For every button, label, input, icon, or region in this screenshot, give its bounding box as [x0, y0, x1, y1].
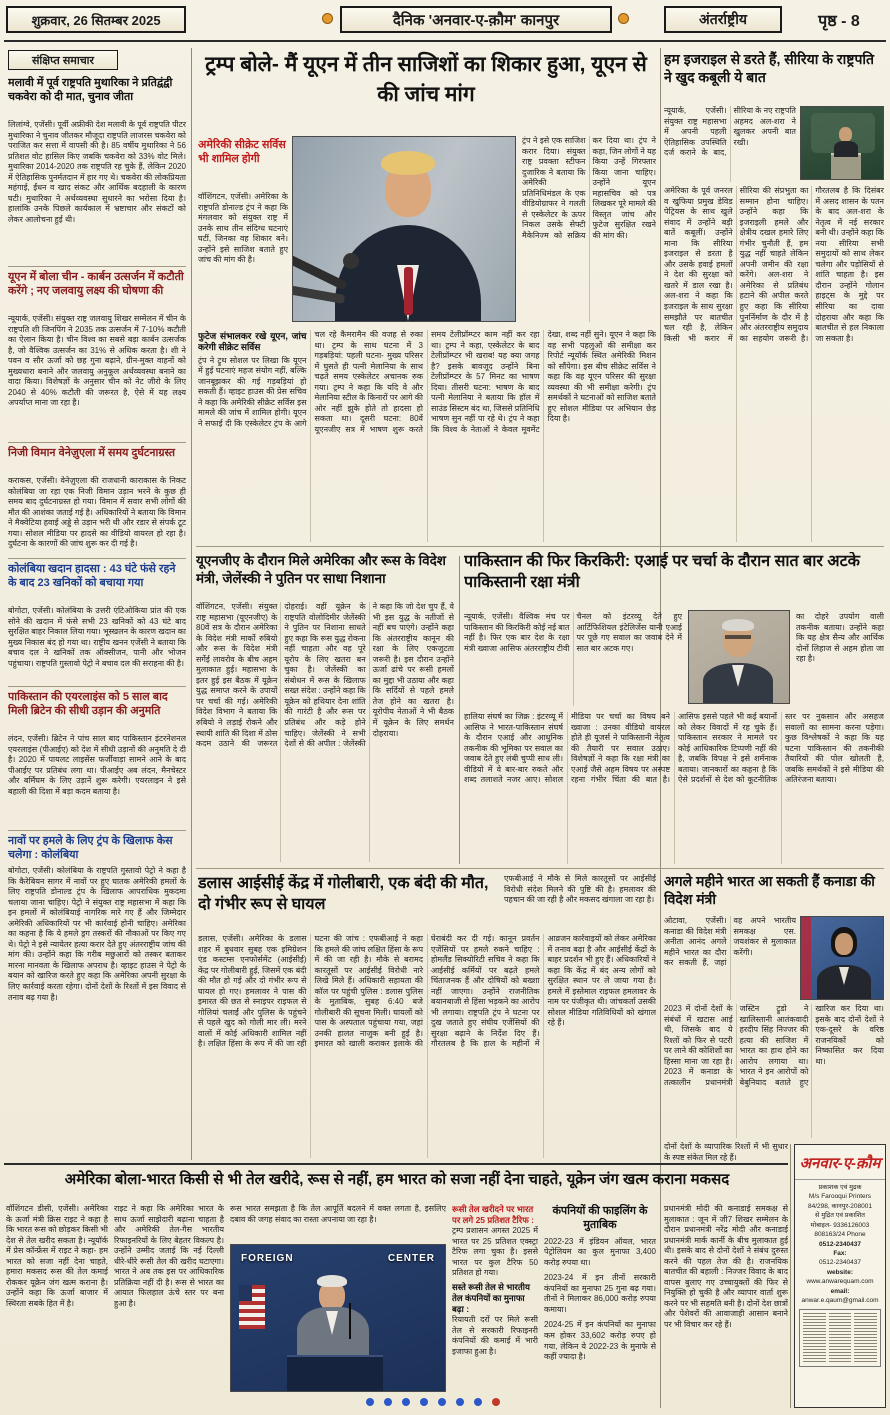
- oil-body-strip: रूस भारत समझता है कि तेल आपूर्ति बदलने में वक्त लगता है, इसलिए दबाव की जगह संवाद का रास्ता अपनाया जा रहा है।: [230, 1204, 446, 1224]
- brief-separator: [8, 266, 186, 267]
- column-rule-imprint: [790, 1144, 791, 1408]
- syria-body: अमेरिका के पूर्व जनरल व खुफिया प्रमुख डेविड पेट्रियस के साथ खुले संवाद में उन्होंने बड़ी बातें कबूलीं। उन्होंने माना कि सीरिया इजराइल से डरता है और उसके हवाई हमलों ने देश की सुरक्षा को खतरे में डाल रखा है। अल-शरा ने कहा कि इजराइल के साथ सुरक्षा समझौते पर बातचीत चल रही है, लेकिन किसी भी करार में सीरिया की संप्रभुता का सम्मान होना चाहिए। उन्होंने कहा कि इजराइली हमले और क्षेत्रीय दखल हमारे लिए गंभीर चुनौती हैं, हम युद्ध नहीं चाहते लेकिन अपनी जमीन की रक्षा करेंगे। अल-शरा ने अमेरिका से प्रतिबंध हटाने की अपील करते हुए कहा कि सीरिया पुनर्निर्माण के दौर में है और अंतरराष्ट्रीय समुदाय का सहयोग जरूरी है। गौरतलब है कि दिसंबर में असद शासन के पतन के बाद अल-शरा के नेतृत्व में नई सरकार बनी थी। उन्होंने कहा कि नया सीरिया सभी समुदायों को साथ लेकर चलेगा और पड़ोसियों से शांति चाहता है। इस दौरान उन्होंने गोलान हाइट्स के मुद्दे पर सीरिया का दावा दोहराया और कहा कि बातचीत से हल निकाला जा सकता है।: [664, 186, 884, 343]
- unga-headline: यूएनजीए के दौरान मिले अमेरिका और रूस के विदेश मंत्री, जेलेंस्की ने पुतिन पर साधा निशाना: [196, 553, 446, 586]
- podium-shape: [287, 1355, 383, 1391]
- pakistan-body-left: न्यूयार्क, एजेंसी। वैश्विक मंच पर पाकिस्तान की किरकिरी कोई नई बात नहीं है। फिर एक बार देश के रक्षा मंत्री ख्वाजा आसिफ अंतरराष्ट्रीय टीवी चैनल को इंटरव्यू देते हुए आर्टिफिशियल इंटेलिजेंस यानी एआई पर पूछे गए सवाल का जवाब देने में सात बार अटक गए।: [464, 612, 682, 653]
- imprint-box: [794, 1144, 886, 1408]
- brief-separator: [8, 442, 186, 443]
- pakistan-minister-photo: [688, 610, 790, 704]
- dallas-headline: डलास आईसीई केंद्र में गोलीबारी, एक बंदी की मौत, दो गंभीर रूप से घायल: [198, 875, 489, 913]
- brief-6-headline: नावों पर हमले के लिए ट्रंप के खिलाफ केस चलेगा : कोलंबिया: [8, 835, 173, 862]
- brief-separator: [8, 830, 186, 831]
- section-rule: [196, 546, 884, 547]
- section-rule: [4, 1163, 788, 1165]
- companies-item: 2024-25 में इन कंपनियों का मुनाफा कम होकर 33,602 करोड़ रुपए हो गया, लेकिन ये 2022-23 के मुनाफे से कहीं ज्यादा है।: [544, 1320, 656, 1362]
- lead-body-right: ट्रंप ने इसे एक साजिश करार दिया। संयुक्त राष्ट्र प्रवक्ता स्टीफन दुजारिक ने बताया कि अमेरिकी प्रतिनिधिमंडल के एक वीडियोग्राफर ने गलती से एस्केलेटर के ऊपर निकल उसके सेफ्टी मैकेनिज्म को सक्रिय कर दिया था। ट्रंप ने कहा, जिन लोगों ने यह किया उन्हें गिरफ्तार किया जाना चाहिए। उन्होंने यूएन महासचिव को पत्र लिखकर पूरे मामले की विस्तृत जांच और फुटेज सुरक्षित रखने की मांग की।: [522, 136, 656, 240]
- oil-body-col2: राइट ने कहा कि अमेरिका भारत के साथ ऊर्जा साझेदारी बढ़ाना चाहता है और अमेरिकी तेल-गैस भारतीय रिफाइनरियों के लिए बेहतर विकल्प है। उन्होंने उम्मीद जताई कि नई दिल्ली धीरे-धीरे रूसी तेल की खरीद घटाएगा। भारत ने अब तक इस पर आधिकारिक प्रतिक्रिया नहीं दी है। रूस से भारत का आयात फिलहाल ऊंचे स्तर पर बना हुआ है।: [114, 1204, 224, 1308]
- lead-kicker: अमेरिकी सीक्रेट सर्विस भी शामिल होगी: [198, 139, 286, 166]
- imprint-website: www.anwarequam.com: [806, 1278, 874, 1286]
- date-text: शुक्रवार, 26 सितम्बर 2025: [31, 12, 161, 28]
- section-text: अंतर्राष्ट्रीय: [699, 11, 747, 27]
- brief-3-body: कराकस, एजेंसी। वेनेज़ुएला की राजधानी काराकास के निकट कोलंबिया जा रहा एक निजी विमान उड़ान भरने के कुछ ही समय बाद दुर्घटनाग्रस्त हो गया। विमान में सवार सभी लोगों की मौत की आशंका जताई गई है। अधिकारियों ने बताया कि विमान ने मैक्वेटिया हवाई अड्डे से उड़ान भरी थी और रडार से संपर्क टूट गया। सोशल मीडिया पर हादसे का वीडियो वायरल हो रहा है। दुर्घटना के कारणों की जांच शुरू कर दी गई है।: [8, 476, 186, 549]
- imprint-line: प्रकाशक एवं मुद्रक: [818, 1184, 862, 1191]
- footer-dot-icon: [456, 1398, 464, 1406]
- backdrop-text-right: CENTER: [387, 1253, 435, 1264]
- footer-dot-icon: [366, 1398, 374, 1406]
- canada-body-strip: दोनों देशों के व्यापारिक रिश्तों में भी सुधार के स्पष्ट संकेत मिल रहे हैं।: [664, 1142, 788, 1162]
- brief-5-body: लंदन, एजेंसी। ब्रिटेन ने पांच साल बाद पाकिस्तान इंटरनेशनल एयरलाइंस (पीआईए) को देश में सीधी उड़ानों की अनुमति दे दी है। 2020 में पायलट लाइसेंस फर्जीवाड़ा सामने आने के बाद पीआईए पर प्रतिबंध लगा था। पीआईए अब लंदन, मैनचेस्टर और बर्मिंघम के लिए उड़ानें शुरू करेगी। एयरलाइन ने इसे बहाली की दिशा में बड़ा कदम बताया है।: [8, 734, 186, 796]
- imprint-website-label: website:: [826, 1268, 853, 1276]
- imprint-fax: 0512-2340437: [819, 1259, 861, 1267]
- microphone-icon: [292, 254, 348, 290]
- date-box: [6, 6, 186, 33]
- imprint-line: मोबाइल- 9336126003: [810, 1221, 870, 1229]
- masthead-bullet-right-icon: [618, 13, 629, 24]
- brief-separator: [8, 558, 186, 559]
- imprint-email-label: email:: [830, 1287, 850, 1295]
- section-box: [664, 6, 782, 33]
- briefs-label: संक्षिप्त समाचार: [8, 50, 118, 70]
- brief-1-headline: मलावी में पूर्व राष्ट्रपति मुथारिका ने प्रतिद्वंद्वी चकवेरा को दी मात, चुनाव जीता: [8, 77, 173, 104]
- imprint-line: से मुद्रित एवं प्रकाशित: [815, 1212, 865, 1220]
- photo-shape: [381, 151, 435, 175]
- masthead-bullet-left-icon: [322, 13, 333, 24]
- brief-3-headline: निजी विमान वेनेज़ुएला में समय दुर्घटनाग्रस्त: [8, 447, 176, 459]
- imprint-email: anwar.e.qaum@gmail.com: [801, 1297, 879, 1305]
- oil-sub1-body: ट्रम्प प्रशासन अगस्त 2025 में भारत पर 25 प्रतिशत एक्स्ट्रा टैरिफ लगा चुका है। इससे भारत पर कुल टैरिफ 50 प्रतिशत हो गया।: [452, 1226, 538, 1278]
- oil-body-col1: वॉशिंगटन डीसी, एजेंसी। अमेरिका के ऊर्जा मंत्री क्रिस राइट ने कहा है कि भारत रूस को छोड़कर किसी भी देश से तेल खरीद सकता है। न्यूयॉर्क में प्रेस कॉन्फ्रेंस में राइट ने कहा- हम भारत को सजा नहीं देना चाहते, हमारा मकसद रूस की तेल कमाई रोककर यूक्रेन जंग खत्म कराना है। उन्होंने कहा कि ऊर्जा बाजार में स्थिरता सबके हित में है।: [6, 1204, 108, 1308]
- photo-shape: [317, 1275, 347, 1287]
- canada-body-intro: ओटावा, एजेंसी। कनाडा की विदेश मंत्री अनीता आनंद अगले महीने भारत का दौरा कर सकती हैं, जहां वह अपने भारतीय समकक्ष एस. जयशंकर से मुलाकात करेंगी।: [664, 916, 796, 968]
- oil-tariff-column: [452, 1204, 538, 1408]
- canada-minister-photo: [800, 916, 884, 1000]
- section-rule: [196, 868, 884, 869]
- imprint-phone: 0512-2340437: [819, 1240, 861, 1248]
- microphone-icon: [349, 1303, 351, 1339]
- imprint-line: M/s Farooqui Printers: [808, 1193, 872, 1201]
- companies-item: 2022-23 में इंडियन ऑयल, भारत पेट्रोलियम का कुल मुनाफा 3,400 करोड़ रुपया था।: [544, 1236, 656, 1267]
- brief-5-headline: पाकिस्तान की एयरलाइंस को 5 साल बाद मिली ब्रिटेन की सीधी उड़ान की अनुमति: [8, 691, 168, 718]
- unga-body: वॉशिंगटन, एजेंसी। संयुक्त राष्ट्र महासभा (यूएनजीए) के 80वें सत्र के दौरान अमेरिका के विदेश मंत्री मार्को रुबियो और रूस के विदेश मंत्री सर्गेई लावरोव के बीच अहम मुलाकात हुई। महासभा के इतर हुई इस बैठक में यूक्रेन युद्ध समाप्त करने के उपायों पर चर्चा की गई। अमेरिकी विदेश विभाग ने बताया कि रुबियो ने लड़ाई रोकने और स्थायी शांति की दिशा में ठोस कदम उठाने की जरूरत दोहराई। वहीं यूक्रेन के राष्ट्रपति वोलोदिमीर जेलेंस्की ने पुतिन पर निशाना साधते हुए कहा कि रूस युद्ध रोकना नहीं चाहता और वह पूरे यूरोप के लिए खतरा बन चुका है। जेलेंस्की का संबोधन में रूस के खिलाफ सख्त संदेश : उन्होंने कहा कि यूक्रेन को हथियार देना शांति की गारंटी है और रूस पर प्रतिबंध और कड़े होने चाहिए। जेलेंस्की ने सभी देशों से की अपील : जेलेंस्की ने कहा कि जो देश चुप हैं, वे भी इस युद्ध के नतीजों से नहीं बच पाएंगे। उन्होंने कहा कि अंतरराष्ट्रीय कानून की रक्षा के लिए एकजुटता जरूरी है। इस दौरान उन्होंने ऊर्जा ढांचे पर रूसी हमलों का मुद्दा भी उठाया और कहा कि सर्दियों से पहले हमले तेज होने का खतरा है। यूरोपीय नेताओं ने भी बैठक में यूक्रेन के लिए समर्थन दोहराया।: [196, 602, 454, 749]
- canada-body-mid: 2023 में दोनों देशों के संबंधों में खटास आई थी, जिसके बाद ये रिश्तों को फिर से पटरी पर लाने की कोशिशों का हिस्सा माना जा रहा है। 2023 में कनाडा के तत्कालीन प्रधानमंत्री जस्टिन ट्रूडो ने खालिस्तानी आतंकवादी हरदीप सिंह निज्जर की हत्या की साजिश में भारत का हाथ होने का आरोप लगाया था। भारत ने इन आरोपों को बेबुनियाद बताते हुए खारिज कर दिया था। इसके बाद दोनों देशों ने एक-दूसरे के वरिष्ठ राजनयिकों को निष्कासित कर दिया था।: [664, 1004, 884, 1087]
- masthead-box: [340, 6, 612, 33]
- press-conference-photo: [230, 1244, 446, 1392]
- imprint-line: 84/298, कानपुर-208001: [808, 1202, 872, 1210]
- dallas-body: डलास, एजेंसी। अमेरिका के डलास शहर में बुधवार सुबह एक इमिग्रेशन एंड कस्टम्स एनफोर्समेंट (आईसीई) केंद्र पर गोलीबारी हुई, जिसमें एक बंदी की मौत हो गई और दो गंभीर रूप से घायल हो गए। हमलावर ने पास की इमारत की छत से स्नाइपर राइफल से गोलियां चलाईं और पुलिस के पहुंचने से पहले खुद को गोली मार ली। मरने वालों में कोई अधिकारी शामिल नहीं है। लक्षित हिंसा के रूप में की जा रही घटना की जांच : एफबीआई ने कहा कि हमले की जांच लक्षित हिंसा के रूप में की जा रही है। मौके से बरामद कारतूसों पर आईसीई विरोधी नारे लिखे मिले हैं। अधिकारी सहायता की कॉल पर पहुंची पुलिस : डलास पुलिस के मुताबिक, सुबह 6:40 बजे गोलीबारी की सूचना मिली। घायलों को पास के अस्पताल पहुंचाया गया, जहां उनकी हालत नाजुक बनी हुई है। इमारत को खाली कराकर इलाके की घेराबंदी कर दी गई। कानून प्रवर्तन एजेंसियों पर हमले रुकने चाहिए : होमलैंड सिक्योरिटी सचिव ने कहा कि आईसीई कर्मियों पर बढ़ते हमले चिंताजनक हैं और दोषियों को बख्शा नहीं जाएगा। उन्होंने राजनीतिक बयानबाजी से हिंसा भड़कने का आरोप भी लगाया। राष्ट्रपति ट्रंप ने घटना पर दुख जताते हुए संघीय एजेंसियों की सुरक्षा बढ़ाने के निर्देश दिए हैं। गौरतलब है कि हाल के महीनों में आव्रजन कार्रवाइयों को लेकर अमेरिका में तनाव बढ़ा है और आईसीई केंद्रों के बाहर प्रदर्शन भी हुए हैं। अधिकारियों ने कहा कि केंद्र में बंद अन्य लोगों को सुरक्षित स्थान पर ले जाया गया है। हमले में इस्तेमाल राइफल हमलावर के नाम पर पंजीकृत थी। जांचकर्ता उसकी सोशल मीडिया गतिविधियों को खंगाल रहे हैं।: [198, 934, 656, 1049]
- trump-photo: [292, 136, 516, 322]
- lead-bottom-text: ट्रंप ने ट्रुथ सोशल पर लिखा कि यूएन में हुई घटनाएं महज संयोग नहीं, बल्कि जानबूझकर की गई गड़बड़ियां हो सकती हैं। व्हाइट हाउस की प्रेस सचिव ने कहा कि अमेरिकी सीक्रेट सर्विस इस मामले की जांच में शामिल होगी। यूएन ने सफाई दी कि एस्केलेटर ट्रंप के आगे चल रहे कैमरामैन की वजह से रुका था। ट्रम्प के साथ घटना में 3 गड़बड़ियां: पहली घटना- मुख्य परिसर में घुसते ही पत्नी मेलानिया के साथ चढ़ते समय एस्केलेटर अचानक रुक गया। ट्रम्प ने कहा कि यदि वे और मेलानिया स्टील के किनारों पर आगे की ओर नहीं झुके होते तो हादसा हो सकता था। दूसरी घटना: 80वें यूएनजीए सत्र में भाषण शुरू करते समय टेलीप्रॉम्प्टर काम नहीं कर रहा था। ट्रम्प ने कहा, एस्केलेटर के बाद टेलीप्रॉम्प्टर भी खराब! यह क्या जगह है? इसके बावजूद उन्होंने बिना टेलीप्रॉम्प्टर के 57 मिनट का भाषण दिया। तीसरी घटना: भाषण के बाद पत्नी मेलानिया ने बताया कि हॉल में साउंड सिस्टम बंद था, जिससे प्रतिनिधि भाषण सुन नहीं पा रहे थे। ट्रंप ने कहा कि विश्व के नेताओं ने केवल मूवमेंट देखा, शब्द नहीं सुने। यूएन ने कहा कि वह सभी पहलुओं की समीक्षा कर रिपोर्ट न्यूयॉर्क स्थित अमेरिकी मिशन को सौंपेगा। इस बीच सीक्रेट सर्विस ने कहा कि वह यूएन परिसर की सुरक्षा व्यवस्था की भी समीक्षा करेगी। ट्रंप समर्थकों ने घटनाओं को साजिश बताते हुए सोशल मीडिया पर अभियान छेड़ दिया है।: [198, 330, 656, 434]
- page-number: पृष्ठ - 8: [818, 13, 860, 30]
- canada-headline: अगले महीने भारत आ सकती हैं कनाडा की विदेश मंत्री: [664, 873, 875, 908]
- lead-body-bottom: [198, 330, 656, 542]
- canada-body-continued: प्रधानमंत्री मोदी की कनाडाई समकक्ष से मुलाकात : जून में जी7 शिखर सम्मेलन के दौरान प्रधानमंत्री नरेंद्र मोदी और कनाडाई प्रधानमंत्री मार्क कार्नी के बीच मुलाकात हुई थी। इसके बाद से दोनों देशों ने संबंध दुरुस्त करने की पहल तेज की है। राजनयिक बातचीत की बहाली : निज्जर विवाद के बाद वापस बुलाए गए उच्चायुक्तों की फिर से नियुक्ति हो चुकी है और व्यापार वार्ता शुरू करने पर भी सहमति बनी है। दोनों देश छात्रों और पेशेवरों की आवाजाही आसान बनाने पर भी विचार कर रहे हैं।: [664, 1204, 788, 1330]
- pakistan-body-bottom: हालिया संघर्ष का जिक्र : इंटरव्यू में आसिफ ने भारत-पाकिस्तान संघर्ष के दौरान एआई और आधुनिक तकनीक की भूमिका पर सवाल का जवाब देते हुए लंबी चुप्पी साध ली। वीडियो में वे बार-बार रुकते और शब्द तलाशते नजर आए। सोशल मीडिया पर चर्चा का विषय बने ख्वाजा : उनका वीडियो वायरल होते ही यूजर्स ने पाकिस्तानी नेतृत्व की तैयारी पर सवाल उठाए। विशेषज्ञों ने कहा कि रक्षा मंत्री का एआई जैसे अहम विषय पर अस्पष्ट रहना गंभीर चिंता की बात है। आसिफ इससे पहले भी कई बयानों को लेकर विवादों में रह चुके हैं। पाकिस्तान सरकार ने मामले पर कोई आधिकारिक टिप्पणी नहीं की है, जबकि विपक्ष ने इसे शर्मनाक बताया। जानकारों का कहना है कि ऐसे प्रदर्शनों से देश को कूटनीतिक स्तर पर नुकसान और असहज सवालों का सामना करना पड़ेगा। कुछ विश्लेषकों ने कहा कि यह घटना पाकिस्तान की तकनीकी तैयारियों की पोल खोलती है, जबकि समर्थकों ने इसे मीडिया की अतिरंजना बताया।: [464, 712, 884, 785]
- photo-shape: [835, 933, 853, 955]
- syria-body-top: न्यूयार्क, एजेंसी। संयुक्त राष्ट्र महासभा में अपनी पहली ऐतिहासिक उपस्थिति दर्ज कराने के बाद, सीरिया के नए राष्ट्रपति अहमद अल-शरा ने खुलकर अपनी बात रखी।: [664, 106, 796, 158]
- imprint-masthead: अनवार-ए-क़ौम: [795, 1145, 885, 1180]
- photo-shape: [722, 619, 754, 631]
- header-rule: [4, 40, 886, 42]
- oil-sub2-head: सस्ते रूसी तेल से भारतीय तेल कंपनियों का मुनाफा बढ़ा :: [452, 1281, 530, 1314]
- pakistan-body-right: का दोहरे उपयोग वाली तकनीक बताया। उन्होंने कहा कि यह क्षेत्र सैन्य और आर्थिक दोनों लिहाज से अहम होता जा रहा है।: [796, 612, 884, 664]
- footer-dot-icon: [384, 1398, 392, 1406]
- syria-headline: हम इजराइल से डरते हैं, सीरिया के राष्ट्रपति ने खुद कबूली ये बात: [664, 51, 875, 86]
- companies-heading: कंपनियों की फाइलिंग के मुताबिक: [552, 1205, 648, 1232]
- microphone-icon: [343, 253, 359, 269]
- brief-1-body: लिलांग्वे, एजेंसी। पूर्वी अफ्रीकी देश मलावी के पूर्व राष्ट्रपति पीटर मुथारिका ने चुनाव जीतकर मौजूदा राष्ट्रपति लाजरस चकवेरा को पराजित कर सत्ता में वापसी की है। 85 वर्षीय मुथारिका ने 56 प्रतिशत वोट हासिल किए जबकि चकवेरा को 33% वोट मिले। मुथारिका 2014-2020 तक राष्ट्रपति रह चुके हैं, लेकिन 2020 में ऐतिहासिक पुनर्मतदान में हार गए थे। चकवेरा की लोकप्रियता महंगाई, ईंधन व खाद संकट और आर्थिक बदहाली के कारण घटी। मुथारिका ने अर्थव्यवस्था सुधारने का भरोसा दिया है। हालांकि उनके पिछले कार्यकाल में भ्रष्टाचार और संकटों को लेकर आलोचना हुई थी।: [8, 120, 186, 224]
- column-rule-left: [191, 48, 192, 1160]
- dallas-body-side: एफबीआई ने मौके से मिले कारतूसों पर आईसीई विरोधी संदेश मिलने की पुष्टि की है। हमलावर की पहचान की जा रही है और मकसद खंगाला जा रहा है।: [504, 874, 656, 905]
- footer-dot-icon: [492, 1398, 500, 1406]
- imprint-fax-label: Fax:: [833, 1249, 847, 1257]
- imprint-fine-print: [799, 1309, 881, 1367]
- lead-body-left: वॉशिंगटन, एजेंसी। अमेरिका के राष्ट्रपति डोनाल्ड ट्रंप ने कहा कि मंगलवार को संयुक्त राष्ट्र में उनके साथ तीन संदिग्ध घटनाएं घटीं, जिनका वह शिकार बने। उन्होंने इसे साजिश बताते हुए जांच की मांग की है।: [198, 192, 288, 265]
- footer-dot-icon: [474, 1398, 482, 1406]
- syria-president-photo: [800, 106, 884, 180]
- brief-2-body: न्यूयार्क, एजेंसी। संयुक्त राष्ट्र जलवायु शिखर सम्मेलन में चीन के राष्ट्रपति शी जिनपिंग ने 2035 तक उत्सर्जन में 7-10% कटौती का ऐलान किया है। चीन विश्व का सबसे बड़ा कार्बन उत्सर्जक है, जो वैश्विक उत्सर्जन का 31% से अधिक करता है। शी ने पवन व सौर ऊर्जा को छह गुना बढ़ाने, ग्रीन-मुक्त वाहनों को मुख्यधारा बनाने और जलवायु अनुकूल अर्थव्यवस्था बनाने का वादा किया। विशेषज्ञों के अनुसार चीन को नेट जीरो के लिए 2040 से 40% कटौती की जरूरत है, ऐसे में यह लक्ष्य अपर्याप्त माना जा रहा है।: [8, 314, 186, 408]
- oil-headline: अमेरिका बोला-भारत किसी से भी तेल खरीदे, रूस से नहीं, हम भारत को सजा नहीं देना चाहते, यूक्रेन जंग खत्म कराना मकसद: [64, 1171, 730, 1188]
- us-flag-icon: [239, 1285, 252, 1301]
- masthead-text: दैनिक 'अनवार-ए-क़ौम' कानपुर: [392, 11, 560, 29]
- column-rule-mid: [459, 556, 460, 864]
- brief-2-headline: यूएन में बोला चीन - कार्बन उत्सर्जन में कटौती करेंगे ; नए जलवायु लक्ष्य की घोषणा की: [8, 271, 184, 298]
- companies-filing-column: [544, 1204, 656, 1408]
- photo-shape: [839, 127, 852, 142]
- photo-shape: [834, 141, 858, 157]
- companies-item: 2023-24 में इन तीनों सरकारी कंपनियों का मुनाफा 25 गुना बढ़ गया। तीनों ने मिलाकर 86,000 करोड़ रुपया कमाया।: [544, 1273, 656, 1314]
- imprint-line: 808163/24 Phone: [814, 1231, 866, 1239]
- photo-shape: [404, 267, 413, 315]
- photo-shape: [801, 917, 811, 1000]
- photo-shape: [725, 635, 751, 639]
- brief-4-headline: कोलंबिया खदान हादसा : 43 घंटे फंसे रहने के बाद 23 खनिकों को बचाया गया: [8, 563, 176, 590]
- brief-4-body: बोगोटा, एजेंसी। कोलंबिया के उत्तरी एंटिओकिया प्रांत की एक सोने की खदान में फंसे सभी 23 खनिकों को 43 घंटे बाद सुरक्षित बाहर निकाल लिया गया। भूस्खलन के कारण खदान का मुख्य निकास बंद हो गया था। राष्ट्रीय खनन एजेंसी ने बताया कि बचाव दल ने खनिकों तक ऑक्सीजन, पानी और भोजन पहुंचाया। राष्ट्रपति गुस्तावो पेट्रो ने बचाव दल की सराहना की है।: [8, 606, 186, 668]
- brief-separator: [8, 686, 186, 687]
- oil-sub1-head: रूसी तेल खरीदने पर भारत पर लगे 25 प्रतिशत टैरिफ :: [452, 1204, 534, 1226]
- footer-dot-icon: [402, 1398, 410, 1406]
- pakistan-headline: पाकिस्तान की फिर किरकिरी: एआई पर चर्चा के दौरान सात बार अटके पाकिस्तानी रक्षा मंत्री: [464, 553, 860, 591]
- brief-6-body: बोगोटा, एजेंसी। कोलंबिया के राष्ट्रपति गुस्तावो पेट्रो ने कहा है कि कैरेबियन सागर में नावों पर हुए घातक अमेरिकी हमलों के लिए राष्ट्रपति डोनाल्ड ट्रंप के खिलाफ आपराधिक मुकदमा चलाया जाना चाहिए। पेट्रो ने संयुक्त राष्ट्र महासभा में कहा कि इन हमलों में कोलंबियाई नागरिक मारे गए हैं और जिम्मेदार अमेरिकी अधिकारियों पर भी कार्रवाई होनी चाहिए। अमेरिका का कहना है कि ये हमले ड्रग तस्करों की नौकाओं पर किए गए थे। पेट्रो ने इसे न्यायेतर हत्या करार देते हुए अंतरराष्ट्रीय जांच की मांग की। उन्होंने कहा कि गरीब मछुआरों को तस्कर बताकर मारना मानवता के खिलाफ अपराध है। व्हाइट हाउस ने पेट्रो के बयान को खारिज करते हुए कहा कि अमेरिका अपनी सुरक्षा के लिए कार्रवाई करता रहेगा। दोनों देशों के रिश्तों में इस विवाद से तनाव बढ़ गया है।: [8, 866, 186, 1002]
- backdrop-text-left: FOREIGN: [241, 1253, 294, 1264]
- footer-dot-icon: [420, 1398, 428, 1406]
- footer-dots: [366, 1398, 526, 1408]
- footer-dot-icon: [438, 1398, 446, 1406]
- oil-sub2-body: रियायती दरों पर मिले रूसी तेल से सरकारी रिफाइनरी कंपनियों की कमाई में भारी इजाफा हुआ है।: [452, 1314, 538, 1356]
- lead-subhead: फुटेज संभालकर रखे यूएन, जांच करेगी सीक्रेट सर्विस: [198, 331, 307, 353]
- lead-headline: ट्रम्प बोले- मैं यूएन में तीन साजिशों का शिकार हुआ, यूएन से की जांच मांग: [205, 53, 647, 107]
